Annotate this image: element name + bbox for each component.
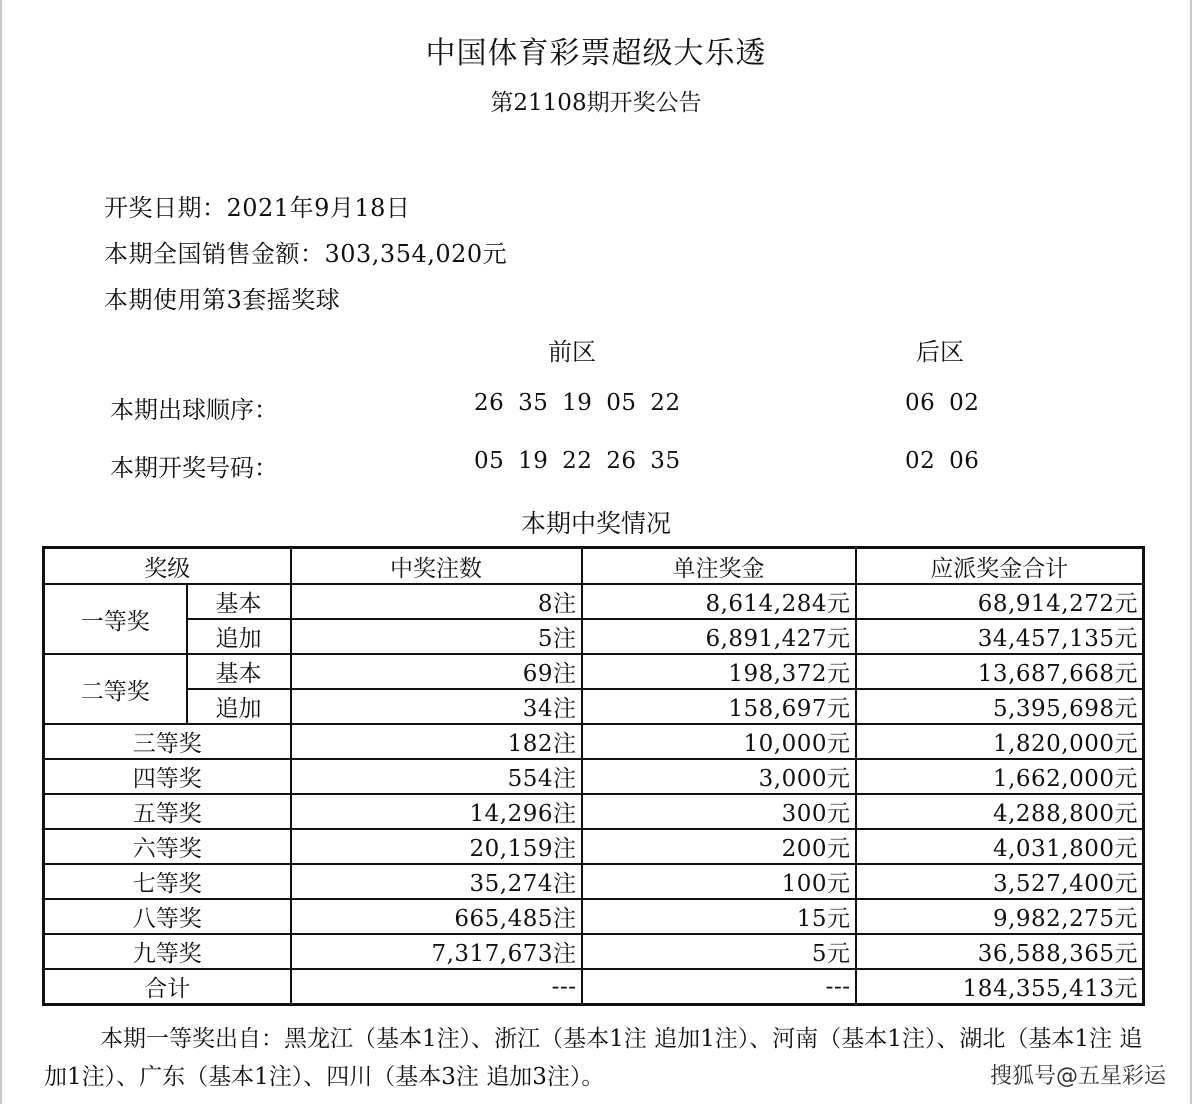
winning-front: 05 19 22 26 35 (474, 448, 681, 474)
total-cell: 1,662,000元 (856, 759, 1144, 794)
prize-cell: 15元 (582, 899, 856, 934)
prize-cell: 3,000元 (582, 759, 856, 794)
total-cell: 68,914,272元 (856, 584, 1144, 619)
prize-cell: 6,891,427元 (582, 619, 856, 654)
table-row (44, 619, 1144, 654)
count-cell: 14,296注 (291, 794, 582, 829)
count-cell: 7,317,673注 (291, 934, 582, 969)
count-cell: 665,485注 (291, 899, 582, 934)
tier-cell: 合计 (44, 969, 291, 1005)
tier-cell: 六等奖 (44, 829, 291, 864)
table-row (44, 654, 1144, 689)
prize-cell: 200元 (582, 829, 856, 864)
table-row (44, 829, 1144, 864)
tier-cell: 九等奖 (44, 934, 291, 969)
sub-tier-cell: 追加 (187, 619, 291, 654)
total-cell: 34,457,135元 (856, 619, 1144, 654)
table-row (44, 899, 1144, 934)
header-total: 应派奖金合计 (856, 548, 1144, 585)
table-row (44, 794, 1144, 829)
tier-cell: 四等奖 (44, 759, 291, 794)
count-cell: 5注 (291, 619, 582, 654)
table-row (44, 864, 1144, 899)
front-zone-label: 前区 (548, 338, 596, 366)
sub-tier-cell: 基本 (187, 584, 291, 619)
header-count: 中奖注数 (291, 548, 582, 585)
draw-order-front: 26 35 19 05 22 (474, 390, 681, 416)
tier-cell: 七等奖 (44, 864, 291, 899)
ball-set: 本期使用第3套摇奖球 (104, 286, 341, 314)
tier-cell: 一等奖 (44, 584, 187, 654)
tier-cell: 二等奖 (44, 654, 187, 724)
total-cell: 3,527,400元 (856, 864, 1144, 899)
total-row (44, 969, 1144, 1005)
first-prize-origin-note: 本期一等奖出自：黑龙江（基本1注）、浙江（基本1注 追加1注）、河南（基本1注）、湖北（基本1注 追加1注）、广东（基本1注）、四川（基本3注 追加3注）。 (44, 1026, 1143, 1090)
page-title: 中国体育彩票超级大乐透 (425, 36, 767, 71)
count-cell: 34注 (291, 689, 582, 724)
total-cell: 1,820,000元 (856, 724, 1144, 759)
sub-tier-cell: 追加 (187, 689, 291, 724)
table-row (44, 759, 1144, 794)
tier-cell: 五等奖 (44, 794, 291, 829)
total-cell: 184,355,413元 (856, 969, 1144, 1005)
page-edge-left (0, 0, 2, 1104)
prize-cell: --- (582, 969, 856, 1005)
count-cell: 8注 (291, 584, 582, 619)
draw-date: 开奖日期：2021年9月18日 (104, 194, 411, 222)
watermark: 搜狐号@五星彩运 (989, 1064, 1166, 1089)
count-cell: 69注 (291, 654, 582, 689)
prize-cell: 5元 (582, 934, 856, 969)
table-row (44, 934, 1144, 969)
table-row (44, 584, 1144, 619)
prize-table (42, 546, 1145, 1006)
total-cell: 4,031,800元 (856, 829, 1144, 864)
prize-cell: 8,614,284元 (582, 584, 856, 619)
total-cell: 9,982,275元 (856, 899, 1144, 934)
tier-cell: 三等奖 (44, 724, 291, 759)
draw-order-back: 06 02 (905, 390, 980, 416)
prize-cell: 300元 (582, 794, 856, 829)
table-row (44, 689, 1144, 724)
count-cell: 20,159注 (291, 829, 582, 864)
draw-order-label: 本期出球顺序： (110, 396, 278, 424)
prize-cell: 100元 (582, 864, 856, 899)
header-prize: 单注奖金 (582, 548, 856, 585)
count-cell: 554注 (291, 759, 582, 794)
count-cell: 35,274注 (291, 864, 582, 899)
prize-cell: 158,697元 (582, 689, 856, 724)
prize-cell: 10,000元 (582, 724, 856, 759)
back-zone-label: 后区 (916, 338, 964, 366)
total-cell: 36,588,365元 (856, 934, 1144, 969)
total-cell: 4,288,800元 (856, 794, 1144, 829)
winning-back: 02 06 (905, 448, 980, 474)
total-cell: 5,395,698元 (856, 689, 1144, 724)
page-subtitle: 第21108期开奖公告 (490, 90, 702, 116)
section-title: 本期中奖情况 (520, 509, 671, 538)
sales-amount: 本期全国销售金额：303,354,020元 (104, 240, 508, 268)
tier-cell: 八等奖 (44, 899, 291, 934)
prize-cell: 198,372元 (582, 654, 856, 689)
table-row (44, 724, 1144, 759)
count-cell: --- (291, 969, 582, 1005)
table-header-row (44, 548, 1144, 585)
total-cell: 13,687,668元 (856, 654, 1144, 689)
header-tier: 奖级 (44, 548, 291, 585)
winning-numbers-label: 本期开奖号码： (110, 454, 278, 482)
count-cell: 182注 (291, 724, 582, 759)
sub-tier-cell: 基本 (187, 654, 291, 689)
